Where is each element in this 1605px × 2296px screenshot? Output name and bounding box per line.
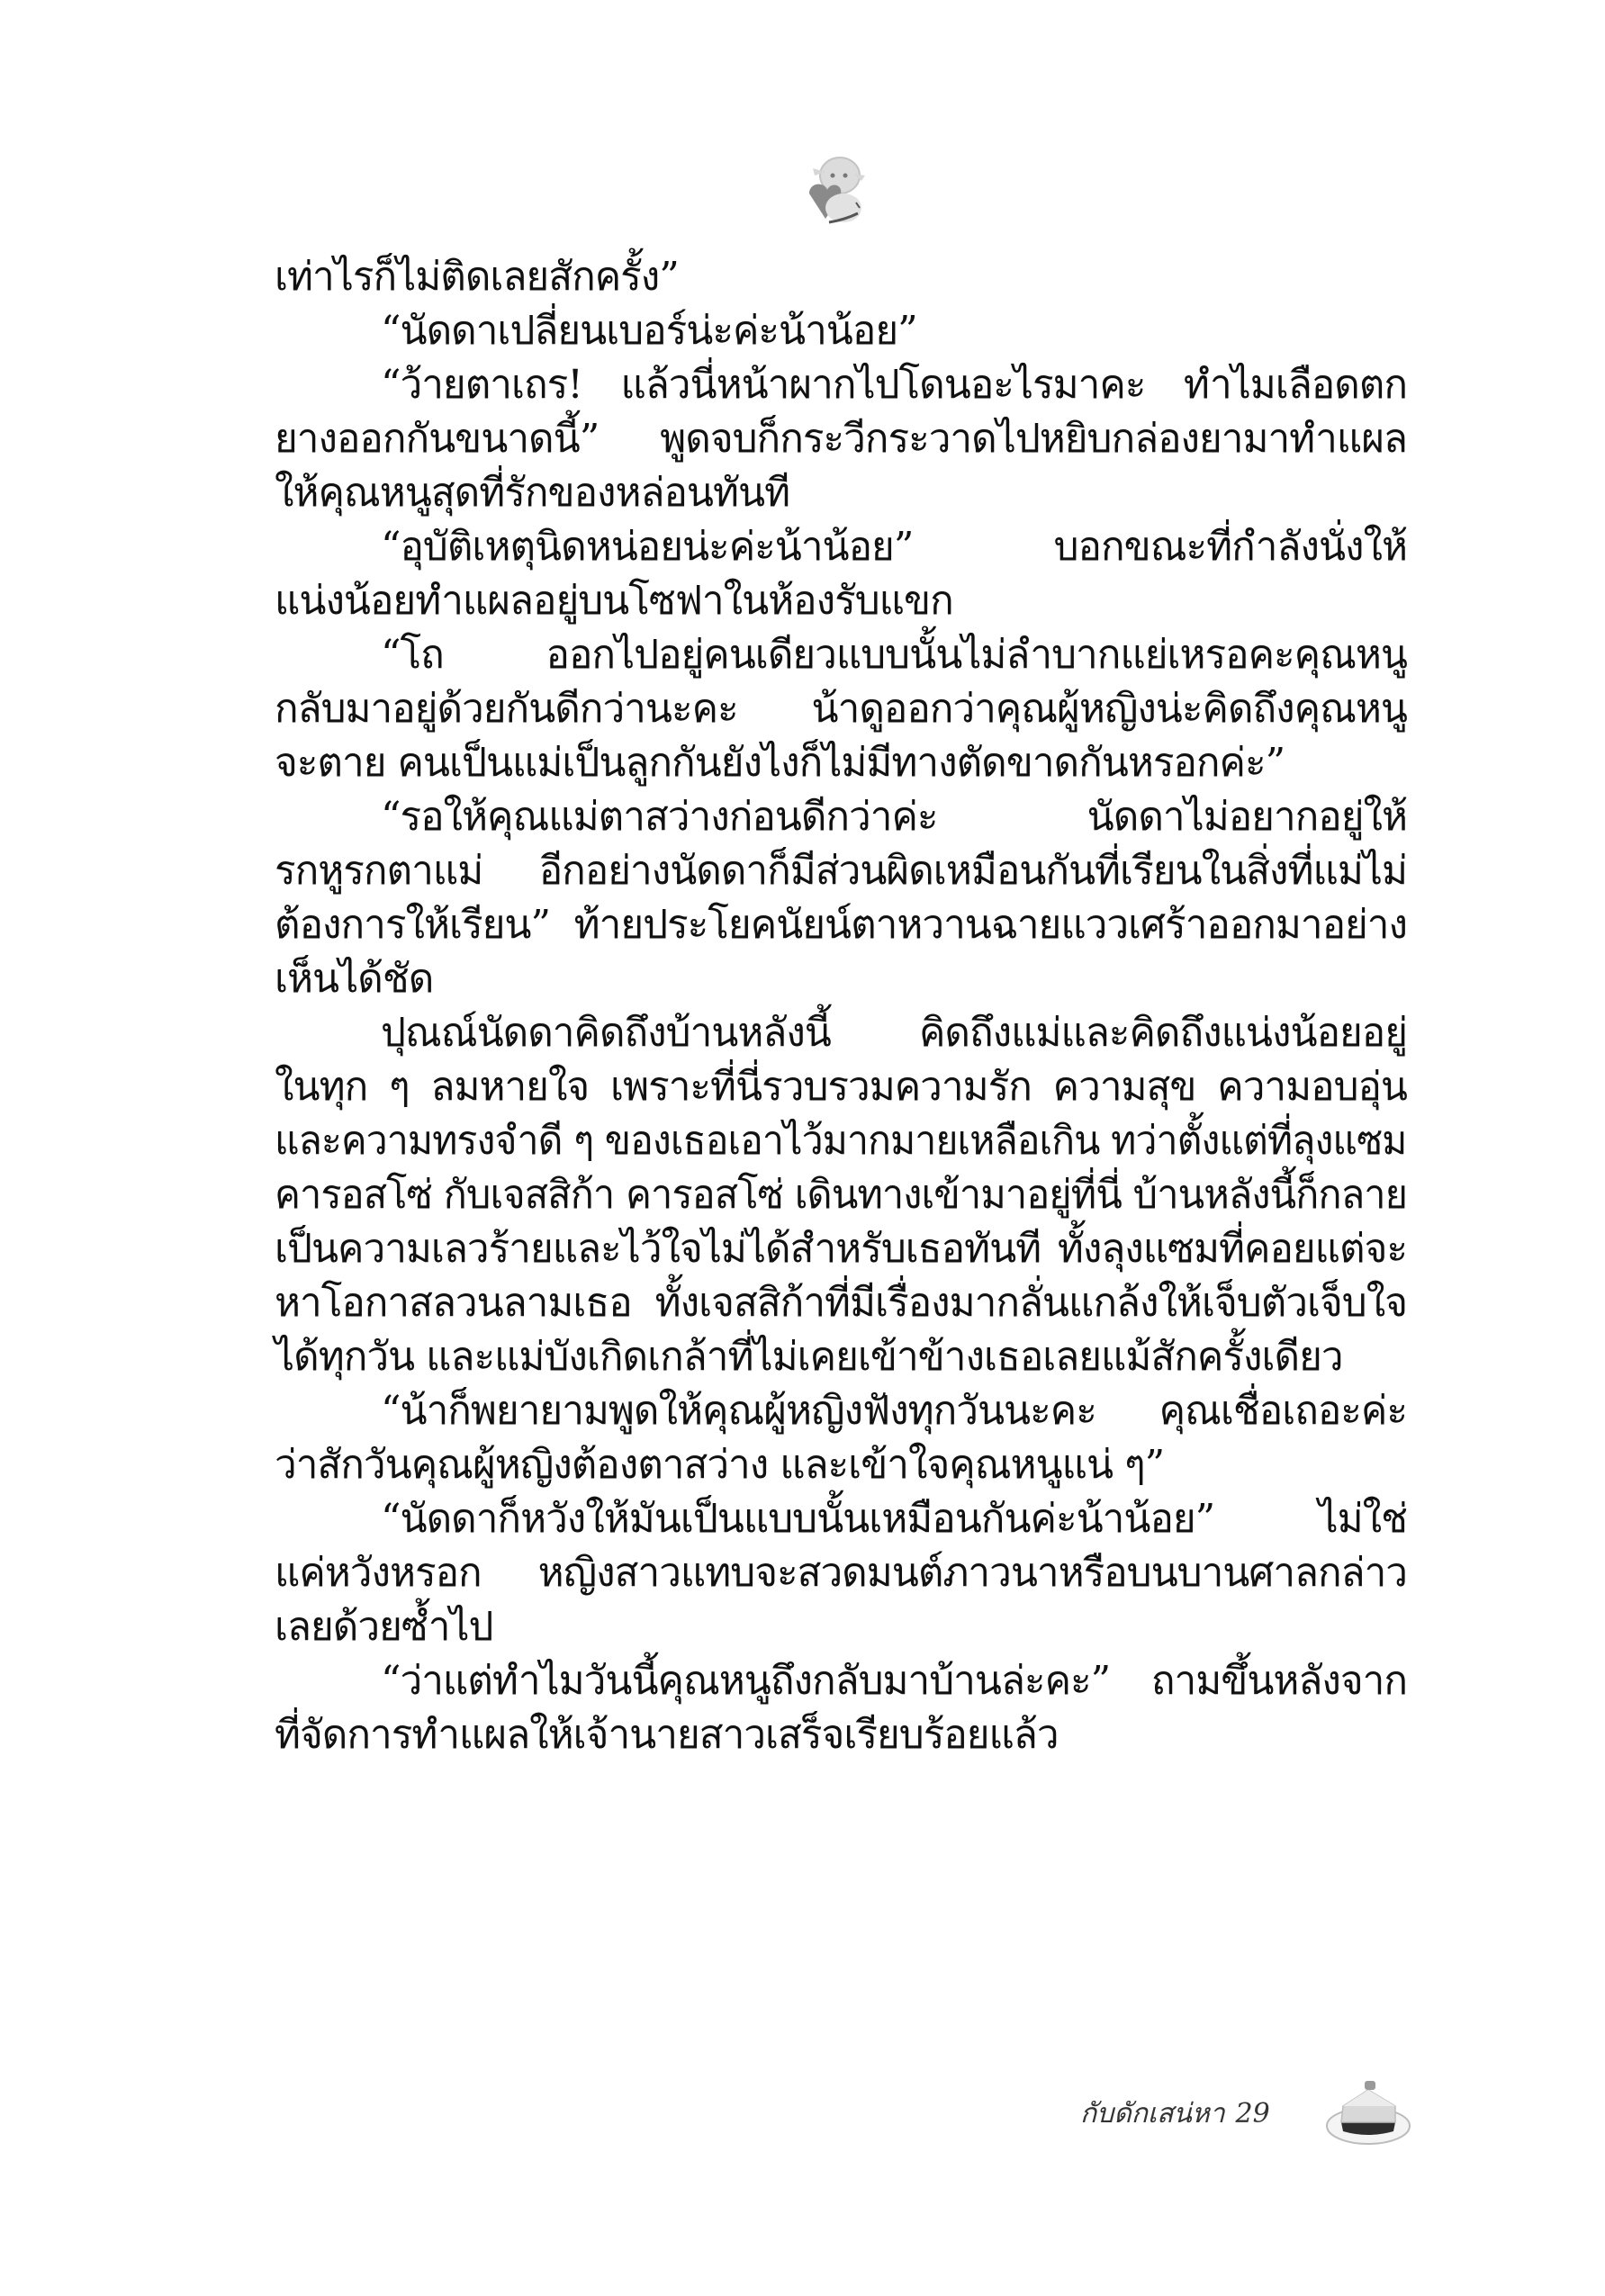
text-line: ยางออกกันขนาดนี้” พูดจบก็กระวีกระวาดไปหยิบกล่องยามาทำแผล bbox=[275, 416, 1407, 462]
text-line: รกหูรกตาแม่ อีกอย่างนัดดาก็มีส่วนผิดเหมือนกันที่เรียนในสิ่งที่แม่ไม่ bbox=[275, 848, 1407, 894]
text-line: “นัดดาเปลี่ยนเบอร์น่ะค่ะน้าน้อย” bbox=[381, 308, 917, 354]
text-line: ให้คุณหนูสุดที่รักของหล่อนทันที bbox=[275, 470, 790, 516]
text-line: “ว้ายตาเถร! แล้วนี่หน้าผากไปโดนอะไรมาคะ ทำไมเลือดตก bbox=[381, 362, 1407, 408]
text-line: “นัดดาก็หวังให้มันเป็นแบบนั้นเหมือนกันค่ะน้าน้อย” ไม่ใช่ bbox=[381, 1496, 1407, 1542]
text-line: แค่หวังหรอก หญิงสาวแทบจะสวดมนต์ภาวนาหรือบนบานศาลกล่าว bbox=[275, 1550, 1407, 1596]
text-line: หาโอกาสลวนลามเธอ ทั้งเจสสิก้าที่มีเรื่องมากลั่นแกล้งให้เจ็บตัวเจ็บใจ bbox=[275, 1280, 1407, 1326]
cake-slice-icon bbox=[1323, 2070, 1413, 2151]
text-line: ที่จัดการทำแผลให้เจ้านายสาวเสร็จเรียบร้อยแล้ว bbox=[275, 1712, 1059, 1758]
text-line: ว่าสักวันคุณผู้หญิงต้องตาสว่าง และเข้าใจคุณหนูแน่ ๆ” bbox=[275, 1442, 1165, 1488]
cupid-with-heart-icon bbox=[797, 149, 878, 234]
text-line: เลยด้วยซ้ำไป bbox=[275, 1604, 493, 1650]
page-number: 29 bbox=[1235, 2097, 1270, 2129]
text-line: จะตาย คนเป็นแม่เป็นลูกกันยังไงก็ไม่มีทางตัดขาดกันหรอกค่ะ” bbox=[275, 740, 1285, 786]
text-line: คารอสโซ่ กับเจสสิก้า คารอสโซ่ เดินทางเข้ามาอยู่ที่นี่ บ้านหลังนี้ก็กลาย bbox=[275, 1172, 1408, 1218]
text-line: ได้ทุกวัน และแม่บังเกิดเกล้าที่ไม่เคยเข้าข้างเธอเลยแม้สักครั้งเดียว bbox=[275, 1334, 1343, 1380]
text-line: “รอให้คุณแม่ตาสว่างก่อนดีกว่าค่ะ นัดดาไม่อยากอยู่ให้ bbox=[381, 794, 1407, 840]
text-line: และความทรงจำดี ๆ ของเธอเอาไว้มากมายเหลือเกิน ทว่าตั้งแต่ที่ลุงแซม bbox=[275, 1118, 1407, 1164]
text-line: “น้าก็พยายามพูดให้คุณผู้หญิงฟังทุกวันนะคะ คุณเชื่อเถอะค่ะ bbox=[381, 1388, 1407, 1434]
text-line: เห็นได้ชัด bbox=[275, 956, 434, 1002]
text-line: ต้องการให้เรียน” ท้ายประโยคนัยน์ตาหวานฉายแววเศร้าออกมาอย่าง bbox=[275, 902, 1407, 948]
text-line: ปุณณ์นัดดาคิดถึงบ้านหลังนี้ คิดถึงแม่และคิดถึงแน่งน้อยอยู่ bbox=[381, 1010, 1407, 1056]
page-footer bbox=[1080, 2086, 1270, 2140]
text-line: ในทุก ๆ ลมหายใจ เพราะที่นี่รวบรวมความรัก ความสุข ความอบอุ่น bbox=[275, 1064, 1407, 1110]
text-line: แน่งน้อยทำแผลอยู่บนโซฟาในห้องรับแขก bbox=[275, 578, 953, 624]
text-line: “โถ ออกไปอยู่คนเดียวแบบนั้นไม่ลำบากแย่เหรอคะคุณหนู bbox=[381, 632, 1407, 678]
text-line: “ว่าแต่ทำไมวันนี้คุณหนูถึงกลับมาบ้านล่ะคะ” ถามขึ้นหลังจาก bbox=[381, 1658, 1407, 1704]
text-line: “อุบัติเหตุนิดหน่อยน่ะค่ะน้าน้อย” บอกขณะที่กำลังนั่งให้ bbox=[381, 524, 1407, 570]
text-line: เป็นความเลวร้ายและไว้ใจไม่ได้สำหรับเธอทันที ทั้งลุงแซมที่คอยแต่จะ bbox=[275, 1226, 1407, 1272]
body-text bbox=[275, 250, 1407, 1762]
text-line: กลับมาอยู่ด้วยกันดีกว่านะคะ น้าดูออกว่าคุณผู้หญิงน่ะคิดถึงคุณหนู bbox=[275, 686, 1407, 732]
text-line: เท่าไรก็ไม่ติดเลยสักครั้ง” bbox=[275, 254, 679, 300]
book-title: กับดักเสน่หา bbox=[1080, 2097, 1225, 2129]
